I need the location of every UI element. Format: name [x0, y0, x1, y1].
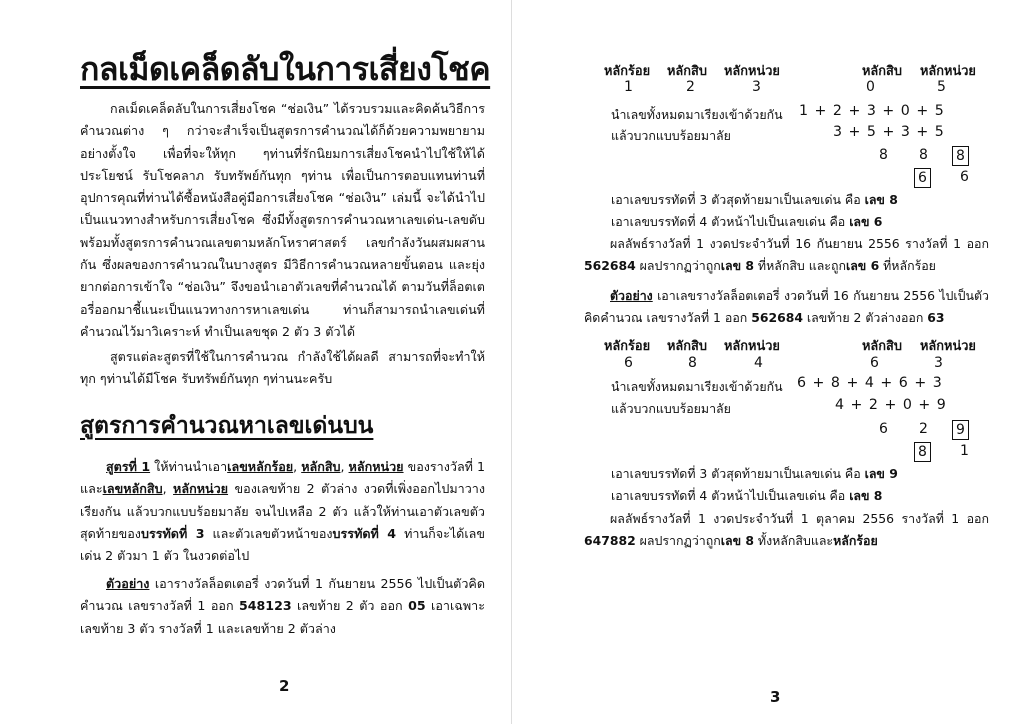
sum-line-label: แล้วบวกแบบร้อยมาลัย [611, 401, 731, 416]
digit: 3 [934, 355, 943, 371]
result-text: ผลปรากฏว่าถูก [635, 258, 721, 273]
sum-line-label: นำเลขทั้งหมดมาเรียงเข้าด้วยกัน [611, 379, 783, 394]
example-text: เลขท้าย 2 ตัว ออก [291, 598, 409, 614]
example-text: เลขท้าย 2 ตัวล่างออก [802, 310, 928, 325]
note-value: เลข 8 [849, 488, 883, 503]
intro-paragraph-2: สูตรแต่ละสูตรที่ใช้ในการคำนวณ กำลังใช้ได้ผลดี สามารถที่จะทำให้ทุก ๆท่านได้มีโชค รับทรัพย์กันทุก ๆท่านนะครับ [80, 349, 485, 387]
result-text: ผลลัพธ์รางวัลที่ 1 งวดประจำวันที่ 16 กันยายน 2556 รางวัลที่ 1 ออก [610, 236, 989, 251]
formula-text: , [162, 481, 174, 497]
header-tens-2: หลักสิบ [862, 64, 902, 79]
example-number: 562684 [751, 310, 803, 325]
result-value: หลักร้อย [833, 533, 878, 548]
note-line [611, 465, 898, 484]
page-title: กลเม็ดเคล็ดลับในการเสี่ยงโชค [80, 50, 491, 88]
formula-text: , [340, 459, 349, 474]
intro-paragraph: กลเม็ดเคล็ดลับในการเสี่ยงโชค “ช่อเงิน” ได้รวบรวมและคิดค้นวิธีการคำนวณต่าง ๆ กว่าจะสำเร็จเป็นสูตรการคำนวณได้ก็ด้วยความพยายามอย่างตั้งใจ เพื่อที่จะให้ทุก ๆท่านที่รักนิยมการเสี่ยงโชคนำไปใช้ให้ได้ประโยชน์ รับโชคลาภ รับทรัพย์กันทุก ๆท่าน เพื่อเป็นการตอบแทนท่านที่อุปการคุณที่ท่านได้ซื้อหนังสือคู่มือการเสี่ยงโชค “ช่อเงิน” เล่มนี้ จะได้นำไปเป็นแนวทางสำหรับการเสี่ยงโชค ซึ่งมีทั้งสูตรการคำนวณหาเลขเด่น-เลขดับ พร้อมทั้งสูตรการคำนวณเลขตามหลักโหราศาสตร์ เลขกำลังวันผสมผสานกัน ซึ่งผลของการคำนวณในบางสูตร มีวิธีการคำนวณหลายขั้นตอน และยุ่งยากต่อการเข้าใจ “ช่อเงิน” จึงขอนำเอาตัวเลขที่คำนวณได้ ตามวันที่ล็อตเตอรี่ออกมาชี้แนะเป็นแนวทางการหาเลขเด่น ท่านก็สามารถนำเลขเด่นที่คำนวณไว้มาวิเคราะห์ ทำเป็นเลขชุด 2 ตัว 3 ตัวได้ [80, 101, 485, 339]
header-hundreds: หลักร้อย [604, 339, 651, 354]
result-text: ที่หลักร้อย [879, 258, 936, 273]
example-1-paragraph [80, 573, 485, 640]
digit: 1 [624, 79, 633, 95]
note-text: เอาเลขบรรทัดที่ 4 ตัวหน้าไปเป็นเลขเด่น คือ [611, 214, 850, 229]
example-text: เอาเลขรางวัลล็อตเตอรี่ งวดวันที่ 16 กันยายน 2556 ไปเป็นตัวคิดคำนวณ เลขรางวัลที่ 1 ออก [584, 288, 989, 325]
formula-term: บรรทัดที่ 3 [140, 525, 205, 541]
note-value: เลข 6 [849, 214, 883, 229]
result-text: ผลลัพธ์รางวัลที่ 1 งวดประจำวันที่ 1 ตุลาคม 2556 รางวัลที่ 1 ออก [610, 511, 989, 526]
note-line [611, 213, 882, 232]
page-number: 3 [770, 688, 781, 706]
boxed-digit-value: 8 [952, 146, 969, 166]
example-number: 05 [408, 598, 426, 614]
result-number: 562684 [584, 258, 636, 273]
result-value: เลข 6 [845, 258, 880, 273]
result-number: 647882 [584, 533, 636, 548]
header-units-2: หลักหน่วย [920, 339, 976, 354]
example-number: 548123 [239, 598, 292, 614]
header-hundreds: หลักร้อย [604, 64, 651, 79]
digit: 6 [870, 355, 879, 371]
column-headers [604, 60, 1004, 78]
formula-term: หลักหน่วย [173, 481, 229, 497]
result-text: ทั้งหลักสิบและ [753, 533, 834, 548]
boxed-digit-value: 8 [914, 442, 931, 462]
column-headers-2 [604, 335, 1004, 353]
sum-expression: 6 + 8 + 4 + 6 + 3 [797, 375, 943, 391]
digit: 6 [624, 355, 633, 371]
boxed-digit [952, 146, 969, 166]
note-text: เอาเลขบรรทัดที่ 3 ตัวสุดท้ายมาเป็นเลขเด่น คือ [611, 466, 865, 481]
example-number: 63 [927, 310, 945, 325]
result-value: เลข 8 [720, 533, 754, 548]
example-label: ตัวอย่าง [610, 288, 653, 303]
result-value: เลข 8 [720, 258, 754, 273]
digit: 4 [754, 355, 763, 371]
result-text: ผลปรากฏว่าถูก [635, 533, 721, 548]
sum-expression: 1 + 2 + 3 + 0 + 5 [799, 103, 945, 119]
header-tens-2: หลักสิบ [862, 339, 902, 354]
formula-text: ให้ท่านนำเอา [150, 459, 228, 474]
formula-text: ของเลขท้าย 2 ตัวล่าง งวดที่เพิ่งออกไปมาวางเรียงกัน แล้วบวกแบบร้อยมาลัย จนไปเหลือ 2 ตัว แล้วให้ท่านเอาตัวเลขตัวสุดท้ายของ [80, 481, 485, 541]
header-tens: หลักสิบ [667, 64, 707, 79]
sum-digit: 1 [960, 443, 969, 459]
example-text: เอาเฉพาะเลขท้าย 3 ตัว รางวัลที่ 1 และเลขท้าย 2 ตัวล่าง [80, 598, 486, 636]
sum-line-label: นำเลขทั้งหมดมาเรียงเข้าด้วยกัน [611, 107, 783, 122]
formula-term: หลักหน่วย [348, 459, 404, 474]
section-title: สูตรการคำนวณหาเลขเด่นบน [80, 413, 374, 439]
note-value: เลข 8 [864, 192, 898, 207]
formula-term: บรรทัดที่ 4 [332, 525, 397, 541]
digit: 0 [866, 79, 875, 95]
sum-line-1b [611, 375, 991, 397]
example-2-paragraph [584, 285, 989, 329]
note-value: เลข 9 [864, 466, 898, 481]
digits-row [624, 79, 1004, 101]
boxed-digit-value: 9 [952, 420, 969, 440]
formula-text: ของรางวัลที่ 1 และ [80, 459, 486, 497]
header-units: หลักหน่วย [724, 339, 780, 354]
boxed-digit-value: 6 [914, 168, 931, 188]
formula-1-paragraph [80, 456, 485, 567]
right-page [512, 0, 1024, 724]
boxed-digit [914, 442, 931, 462]
example-text: เอารางวัลล็อตเตอรี่ งวดวันที่ 1 กันยายน 2556 ไปเป็นตัวคิดคำนวณ เลขรางวัลที่ 1 ออก [80, 576, 485, 614]
header-tens: หลักสิบ [667, 339, 707, 354]
digit: 5 [937, 79, 946, 95]
sum-digit: 6 [960, 169, 969, 185]
formula-text: ท่านก็จะได้เลขเด่น 2 ตัวมา 1 ตัว ในงวดต่อไป [80, 525, 485, 564]
digits-row-2 [624, 355, 1004, 377]
sum-digit: 8 [919, 147, 928, 163]
sum-expression: 4 + 2 + 0 + 9 [835, 397, 947, 413]
sum-line-2b [611, 397, 991, 419]
boxed-digit [952, 420, 969, 440]
formula-text: และตัวเลขตัวหน้าของ [204, 525, 333, 541]
sum-expression: 3 + 5 + 3 + 5 [833, 124, 945, 140]
result-paragraph [584, 233, 989, 277]
boxed-digit [914, 168, 931, 188]
formula-term: เลขหลักร้อย [227, 459, 294, 474]
header-units-2: หลักหน่วย [920, 64, 976, 79]
sum-line-1 [611, 103, 991, 125]
note-text: เอาเลขบรรทัดที่ 4 ตัวหน้าไปเป็นเลขเด่น คือ [611, 488, 850, 503]
formula-term: เลขหลักสิบ [102, 481, 163, 497]
example-label: ตัวอย่าง [106, 576, 150, 591]
note-line [611, 191, 898, 210]
page-number: 2 [279, 677, 290, 695]
sum-line-2 [611, 124, 991, 146]
result-paragraph-2 [584, 508, 989, 552]
note-text: เอาเลขบรรทัดที่ 3 ตัวสุดท้ายมาเป็นเลขเด่น คือ [611, 192, 865, 207]
sum-digit: 2 [919, 421, 928, 437]
formula-text: , [293, 459, 302, 474]
formula-label: สูตรที่ 1 [106, 459, 151, 474]
digit: 2 [686, 79, 695, 95]
result-text: ที่หลักสิบ และถูก [753, 258, 846, 273]
header-units: หลักหน่วย [724, 64, 780, 79]
sum-digit: 6 [879, 421, 888, 437]
sum-digit: 8 [879, 147, 888, 163]
sum-line-label: แล้วบวกแบบร้อยมาลัย [611, 128, 731, 143]
digit: 8 [688, 355, 697, 371]
digit: 3 [752, 79, 761, 95]
formula-term: หลักสิบ [301, 459, 341, 474]
note-line [611, 487, 882, 506]
